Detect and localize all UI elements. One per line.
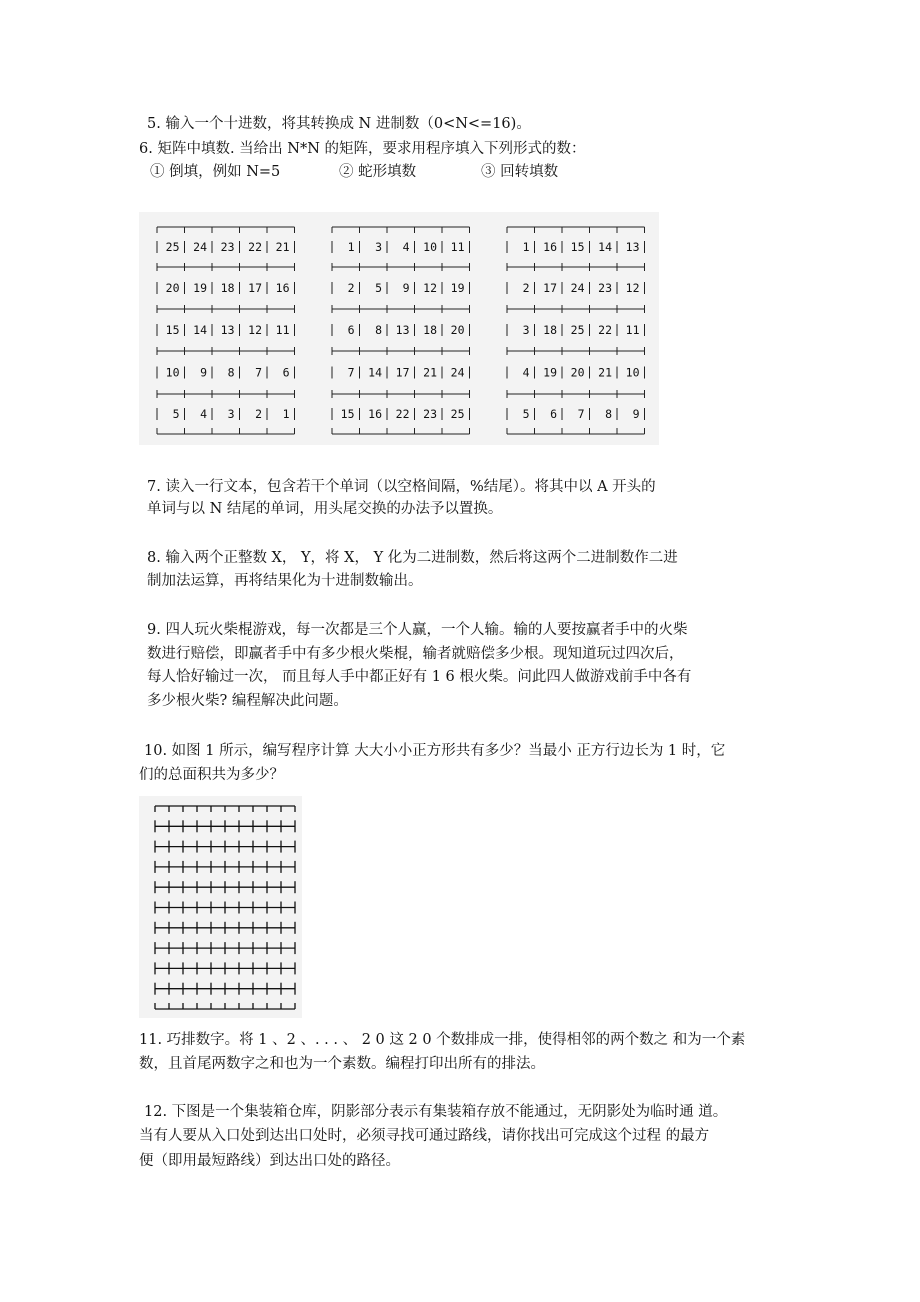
q9-line-1: 9. 四人玩火柴棍游戏，每一次都是三个人赢，一个人输。输的人要按赢者手中的火柴 xyxy=(147,622,688,638)
matrix-cell-value: 9 xyxy=(402,281,410,295)
matrix-cell-value: 23 xyxy=(598,281,612,295)
matrix-cell-value: 21 xyxy=(423,365,437,380)
matrix-cell-value: 2 xyxy=(347,281,355,295)
matrix-cell-value: 12 xyxy=(248,323,262,337)
matrix-cell-value: 12 xyxy=(423,281,437,295)
q11-line-2: 数，且首尾两数字之和也为一个素数。编程打印出所有的排法。 xyxy=(139,1056,545,1072)
matrix-cell-value: 8 xyxy=(227,365,235,380)
matrix-cell-value: 15 xyxy=(165,323,180,337)
matrix-cell-value: 3 xyxy=(227,407,235,421)
matrix-cell-value: 6 xyxy=(550,407,557,421)
q9-line-4: 多少根火柴? 编程解决此问题。 xyxy=(147,693,348,709)
matrix-cell-value: 20 xyxy=(570,365,585,380)
q12-line-2: 当有人要从入口处到达出口处时，必须寻找可通过路线，请你找出可完成这个过程 的最方 xyxy=(139,1128,710,1144)
matrix-cell-value: 19 xyxy=(450,281,465,295)
q6-option-2: ② 蛇形填数 xyxy=(339,164,417,180)
matrix-cell-value: 3 xyxy=(522,323,530,337)
q11-line-1: 11. 巧排数字。将 1 、2 、. . . 、 2 0 这 2 0 个数排成一排，使得相邻的两个数之 和为一个素 xyxy=(139,1032,746,1048)
matrix-cell-value: 17 xyxy=(248,281,262,295)
matrix-cell-value: 22 xyxy=(248,240,262,254)
matrix-cell-value: 10 xyxy=(165,365,180,380)
matrix-cell-value: 11 xyxy=(625,323,640,337)
matrix-cell-value: 25 xyxy=(450,407,465,421)
matrix-cell-value: 15 xyxy=(570,240,585,254)
q10-line-1: 10. 如图 1 所示，编写程序计算 大大小小正方形共有多少？当最小 正方行边长为 1 时，它 xyxy=(144,743,726,759)
q6-option-1: ① 倒填，例如 N=5 xyxy=(150,164,281,180)
matrix-cell-value: 14 xyxy=(598,240,612,254)
matrix-cell-value: 17 xyxy=(543,281,557,295)
matrix-cell-value: 4 xyxy=(200,407,207,421)
matrix-cell-value: 18 xyxy=(543,323,557,337)
matrix-cell-value: 7 xyxy=(347,365,355,380)
matrix-cell-value: 15 xyxy=(340,407,355,421)
matrix-cell-value: 6 xyxy=(282,365,290,380)
matrix-cell-value: 14 xyxy=(193,323,207,337)
q9-line-2: 数进行赔偿，即赢者手中有多少根火柴棍，输者就赔偿多少根。现知道玩过四次后， xyxy=(147,646,684,662)
matrix-cell-value: 16 xyxy=(368,407,382,421)
matrix-cell-value: 12 xyxy=(625,281,640,295)
q7-line-1: 7. 读入一行文本，包含若干个单词（以空格间隔，%结尾）。将其中以 A 开头的 xyxy=(147,479,656,495)
matrix-cell-value: 22 xyxy=(395,407,410,421)
matrix-cell-value: 18 xyxy=(220,281,235,295)
matrix-cell-value: 11 xyxy=(275,323,290,337)
matrix-cell-value: 21 xyxy=(275,240,290,254)
matrix-cell-value: 9 xyxy=(632,407,640,421)
matrix-figure xyxy=(139,212,659,445)
matrix-cell-value: 3 xyxy=(375,240,382,254)
matrix-cell-value: 13 xyxy=(625,240,640,254)
matrix-cell-value: 10 xyxy=(423,240,437,254)
matrix-cell-value: 14 xyxy=(368,365,382,380)
matrix-cell-value: 25 xyxy=(165,240,180,254)
matrix-cell-value: 4 xyxy=(402,240,410,254)
matrix-cell-value: 8 xyxy=(605,407,612,421)
squares-figure xyxy=(139,796,302,1018)
matrix-cell-value: 16 xyxy=(543,240,557,254)
matrix-cell-value: 1 xyxy=(282,407,290,421)
matrix-cell-value: 5 xyxy=(375,281,382,295)
q12-line-3: 便（即用最短路线）到达出口处的路径。 xyxy=(139,1153,400,1169)
q8-line-1: 8. 输入两个正整数 X， Y，将 X， Y 化为二进制数，然后将这两个二进制数作二进 xyxy=(147,550,678,566)
matrix-cell-value: 13 xyxy=(220,323,235,337)
matrix-cell-value: 17 xyxy=(395,365,410,380)
matrix-cell-value: 24 xyxy=(570,281,585,295)
matrix-cell-value: 9 xyxy=(200,365,207,380)
matrix-cell-value: 18 xyxy=(423,323,437,337)
q6-text: 6. 矩阵中填数. 当给出 N*N 的矩阵，要求用程序填入下列形式的数： xyxy=(139,141,586,157)
matrix-cell-value: 24 xyxy=(450,365,465,380)
q8-line-2: 制加法运算，再将结果化为十进制数输出。 xyxy=(147,573,423,589)
matrix-cell-value: 5 xyxy=(172,407,180,421)
matrix-cell-value: 19 xyxy=(193,281,207,295)
matrix-cell-value: 16 xyxy=(275,281,290,295)
squares-figure-svg xyxy=(139,796,302,1018)
matrix-cell-value: 2 xyxy=(255,407,262,421)
q6-option-3: ③ 回转填数 xyxy=(481,164,559,180)
matrix-figure-svg xyxy=(139,212,659,445)
matrix-cell-value: 23 xyxy=(423,407,437,421)
matrix-cell-value: 20 xyxy=(165,281,180,295)
q9-line-3: 每人恰好输过一次， 而且每人手中都正好有 1 6 根火柴。问此四人做游戏前手中各有 xyxy=(147,669,692,685)
matrix-cell-value: 4 xyxy=(522,365,530,380)
matrix-cell-value: 20 xyxy=(450,323,465,337)
matrix-cell-value: 7 xyxy=(255,365,262,380)
matrix-cell-value: 10 xyxy=(625,365,640,380)
q10-line-2: 们的总面积共为多少？ xyxy=(139,767,284,783)
matrix-cell-value: 21 xyxy=(598,365,612,380)
matrix-cell-value: 6 xyxy=(347,323,355,337)
matrix-cell-value: 22 xyxy=(598,323,612,337)
matrix-cell-value: 25 xyxy=(570,323,585,337)
q12-line-1: 12. 下图是一个集装箱仓库，阴影部分表示有集装箱存放不能通过，无阴影处为临时通 道。 xyxy=(144,1104,728,1120)
matrix-cell-value: 13 xyxy=(395,323,410,337)
matrix-cell-value: 19 xyxy=(543,365,557,380)
matrix-cell-value: 1 xyxy=(522,240,530,254)
matrix-cell-value: 5 xyxy=(522,407,530,421)
matrix-cell-value: 2 xyxy=(522,281,530,295)
q7-line-2: 单词与以 N 结尾的单词，用头尾交换的办法予以置换。 xyxy=(147,501,503,517)
matrix-cell-value: 1 xyxy=(347,240,355,254)
matrix-cell-value: 11 xyxy=(450,240,465,254)
matrix-cell-value: 23 xyxy=(220,240,235,254)
q5-text: 5. 输入一个十进数，将其转换成 N 进制数（0<N<=16)。 xyxy=(147,116,531,132)
matrix-cell-value: 8 xyxy=(375,323,382,337)
matrix-cell-value: 7 xyxy=(577,407,585,421)
matrix-cell-value: 24 xyxy=(193,240,207,254)
